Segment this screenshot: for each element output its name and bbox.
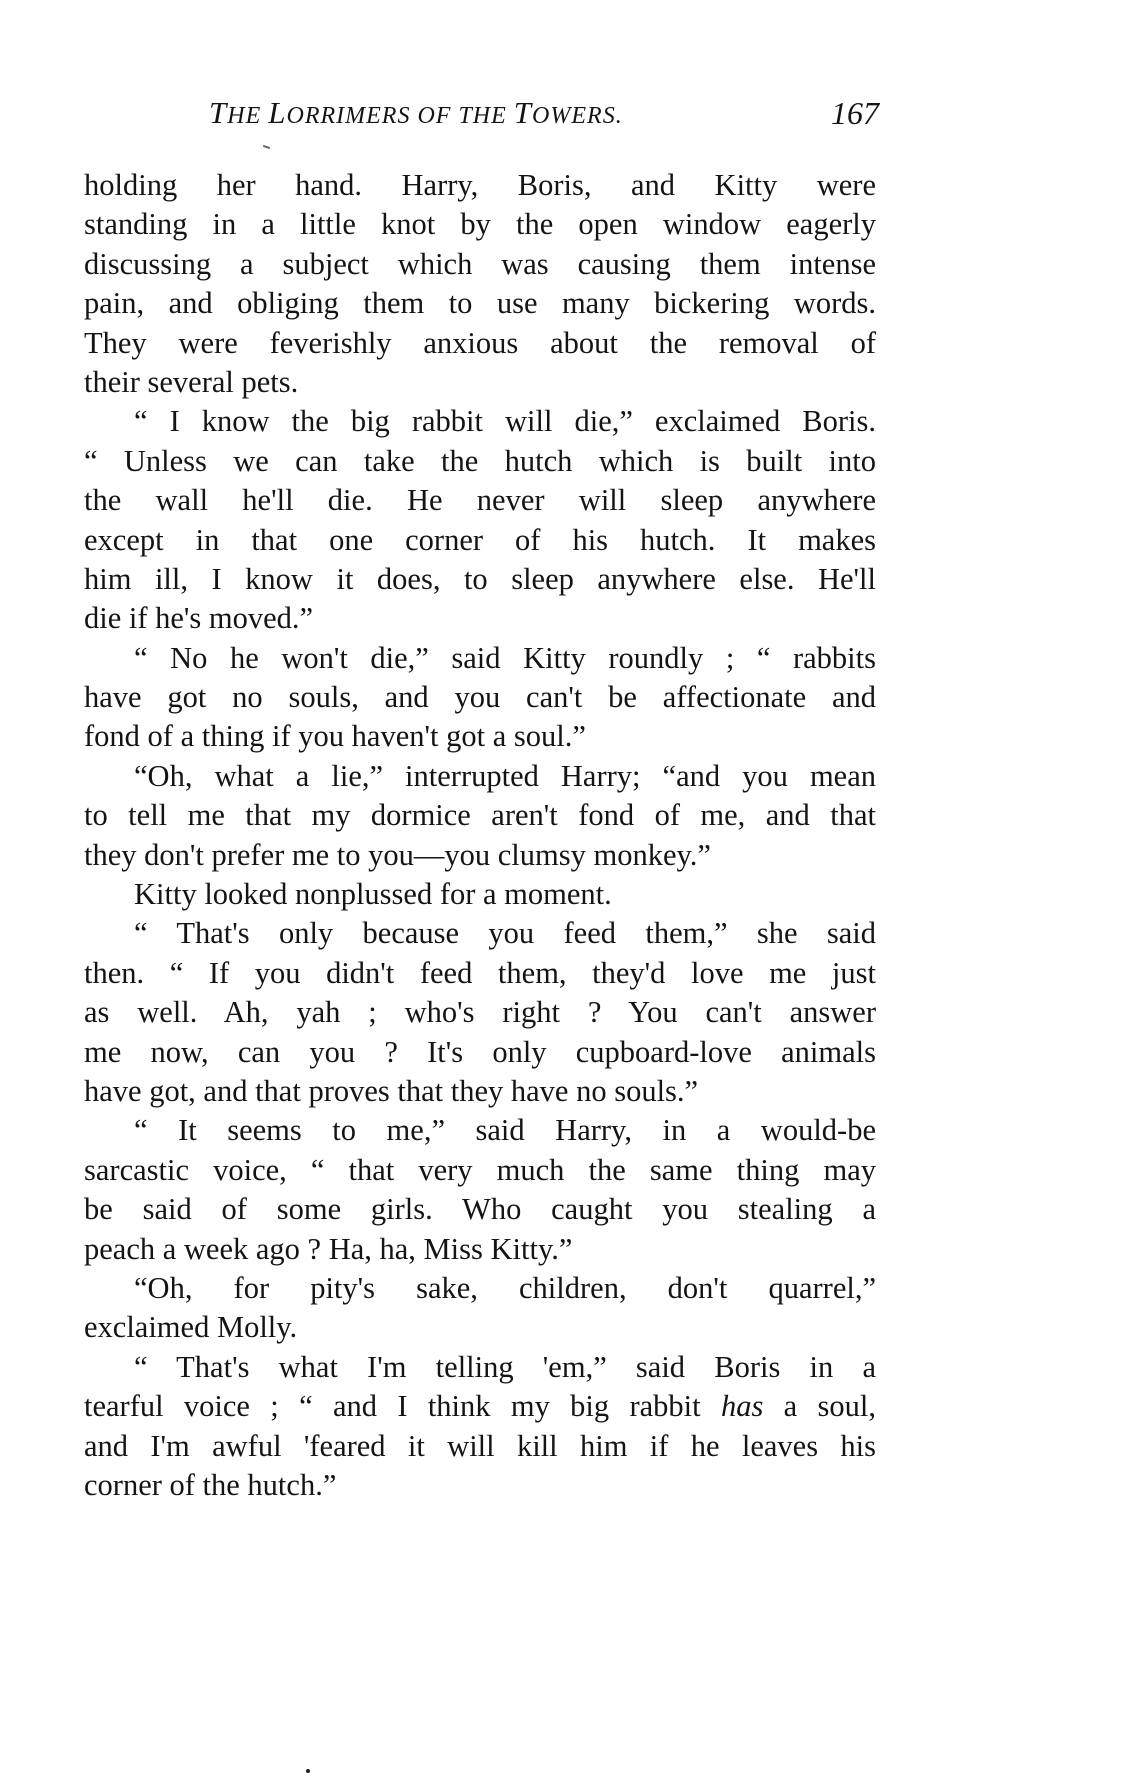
page-number: 167 — [831, 95, 879, 131]
body-text — [84, 166, 876, 1505]
text-line: except in that one corner of his hutch. It makes — [84, 522, 876, 557]
print-speck — [306, 1769, 310, 1773]
text-line: tearful voice ; “ and I think my big rabbit has a soul, — [84, 1389, 876, 1424]
text-line: sarcastic voice, “ that very much the same thing may — [84, 1152, 876, 1187]
text-line: their several pets. — [84, 364, 299, 399]
text-line: fond of a thing if you haven't got a soul.” — [84, 719, 586, 754]
text-line: be said of some girls. Who caught you stealing a — [84, 1192, 876, 1227]
text-line: Kitty looked nonplussed for a moment. — [134, 877, 612, 912]
text-line: holding her hand. Harry, Boris, and Kitty were — [84, 168, 876, 202]
text-line: exclaimed Molly. — [84, 1310, 298, 1345]
text-line: the wall he'll die. He never will sleep anywhere — [84, 483, 876, 518]
text-line: as well. Ah, yah ; who's right ? You can't answer — [84, 995, 876, 1030]
text-line: “ That's only because you feed them,” she said — [134, 916, 876, 951]
text-line: discussing a subject which was causing them intense — [84, 246, 876, 281]
running-title: THE LORRIMERS OF THE TOWERS. — [209, 95, 623, 130]
text-line: standing in a little knot by the open window eagerly — [84, 207, 876, 242]
text-line: then. “ If you didn't feed them, they'd love me just — [84, 955, 876, 990]
print-speck — [263, 145, 270, 149]
text-line: They were feverishly anxious about the removal of — [84, 325, 876, 360]
text-line: die if he's moved.” — [84, 601, 314, 636]
text-line: him ill, I know it does, to sleep anywhere else. He'll — [84, 561, 876, 596]
text-line: corner of the hutch.” — [84, 1467, 337, 1502]
text-line: “ No he won't die,” said Kitty roundly ; “ rabbits — [134, 640, 876, 675]
text-line: pain, and obliging them to use many bickering words. — [84, 286, 876, 321]
text-line: peach a week ago ? Ha, ha, Miss Kitty.” — [84, 1231, 573, 1266]
text-line: “ Unless we can take the hutch which is built into — [84, 443, 876, 478]
text-line: have got, and that proves that they have no souls.” — [84, 1073, 699, 1108]
text-line: they don't prefer me to you—you clumsy monkey.” — [84, 837, 711, 872]
text-line: “ I know the big rabbit will die,” exclaimed Boris. — [134, 404, 876, 439]
text-line: “Oh, what a lie,” interrupted Harry; “and you mean — [134, 758, 876, 793]
running-head — [84, 90, 879, 136]
text-line: “ That's what I'm telling 'em,” said Boris in a — [134, 1349, 876, 1384]
text-line: have got no souls, and you can't be affectionate and — [84, 680, 876, 715]
text-line: “ It seems to me,” said Harry, in a would-be — [134, 1113, 876, 1148]
text-line: and I'm awful 'feared it will kill him if he leaves his — [84, 1428, 876, 1463]
text-line: me now, can you ? It's only cupboard-love animals — [84, 1034, 876, 1069]
text-line: to tell me that my dormice aren't fond of me, and that — [84, 798, 876, 833]
text-line: “Oh, for pity's sake, children, don't quarrel,” — [134, 1270, 876, 1305]
